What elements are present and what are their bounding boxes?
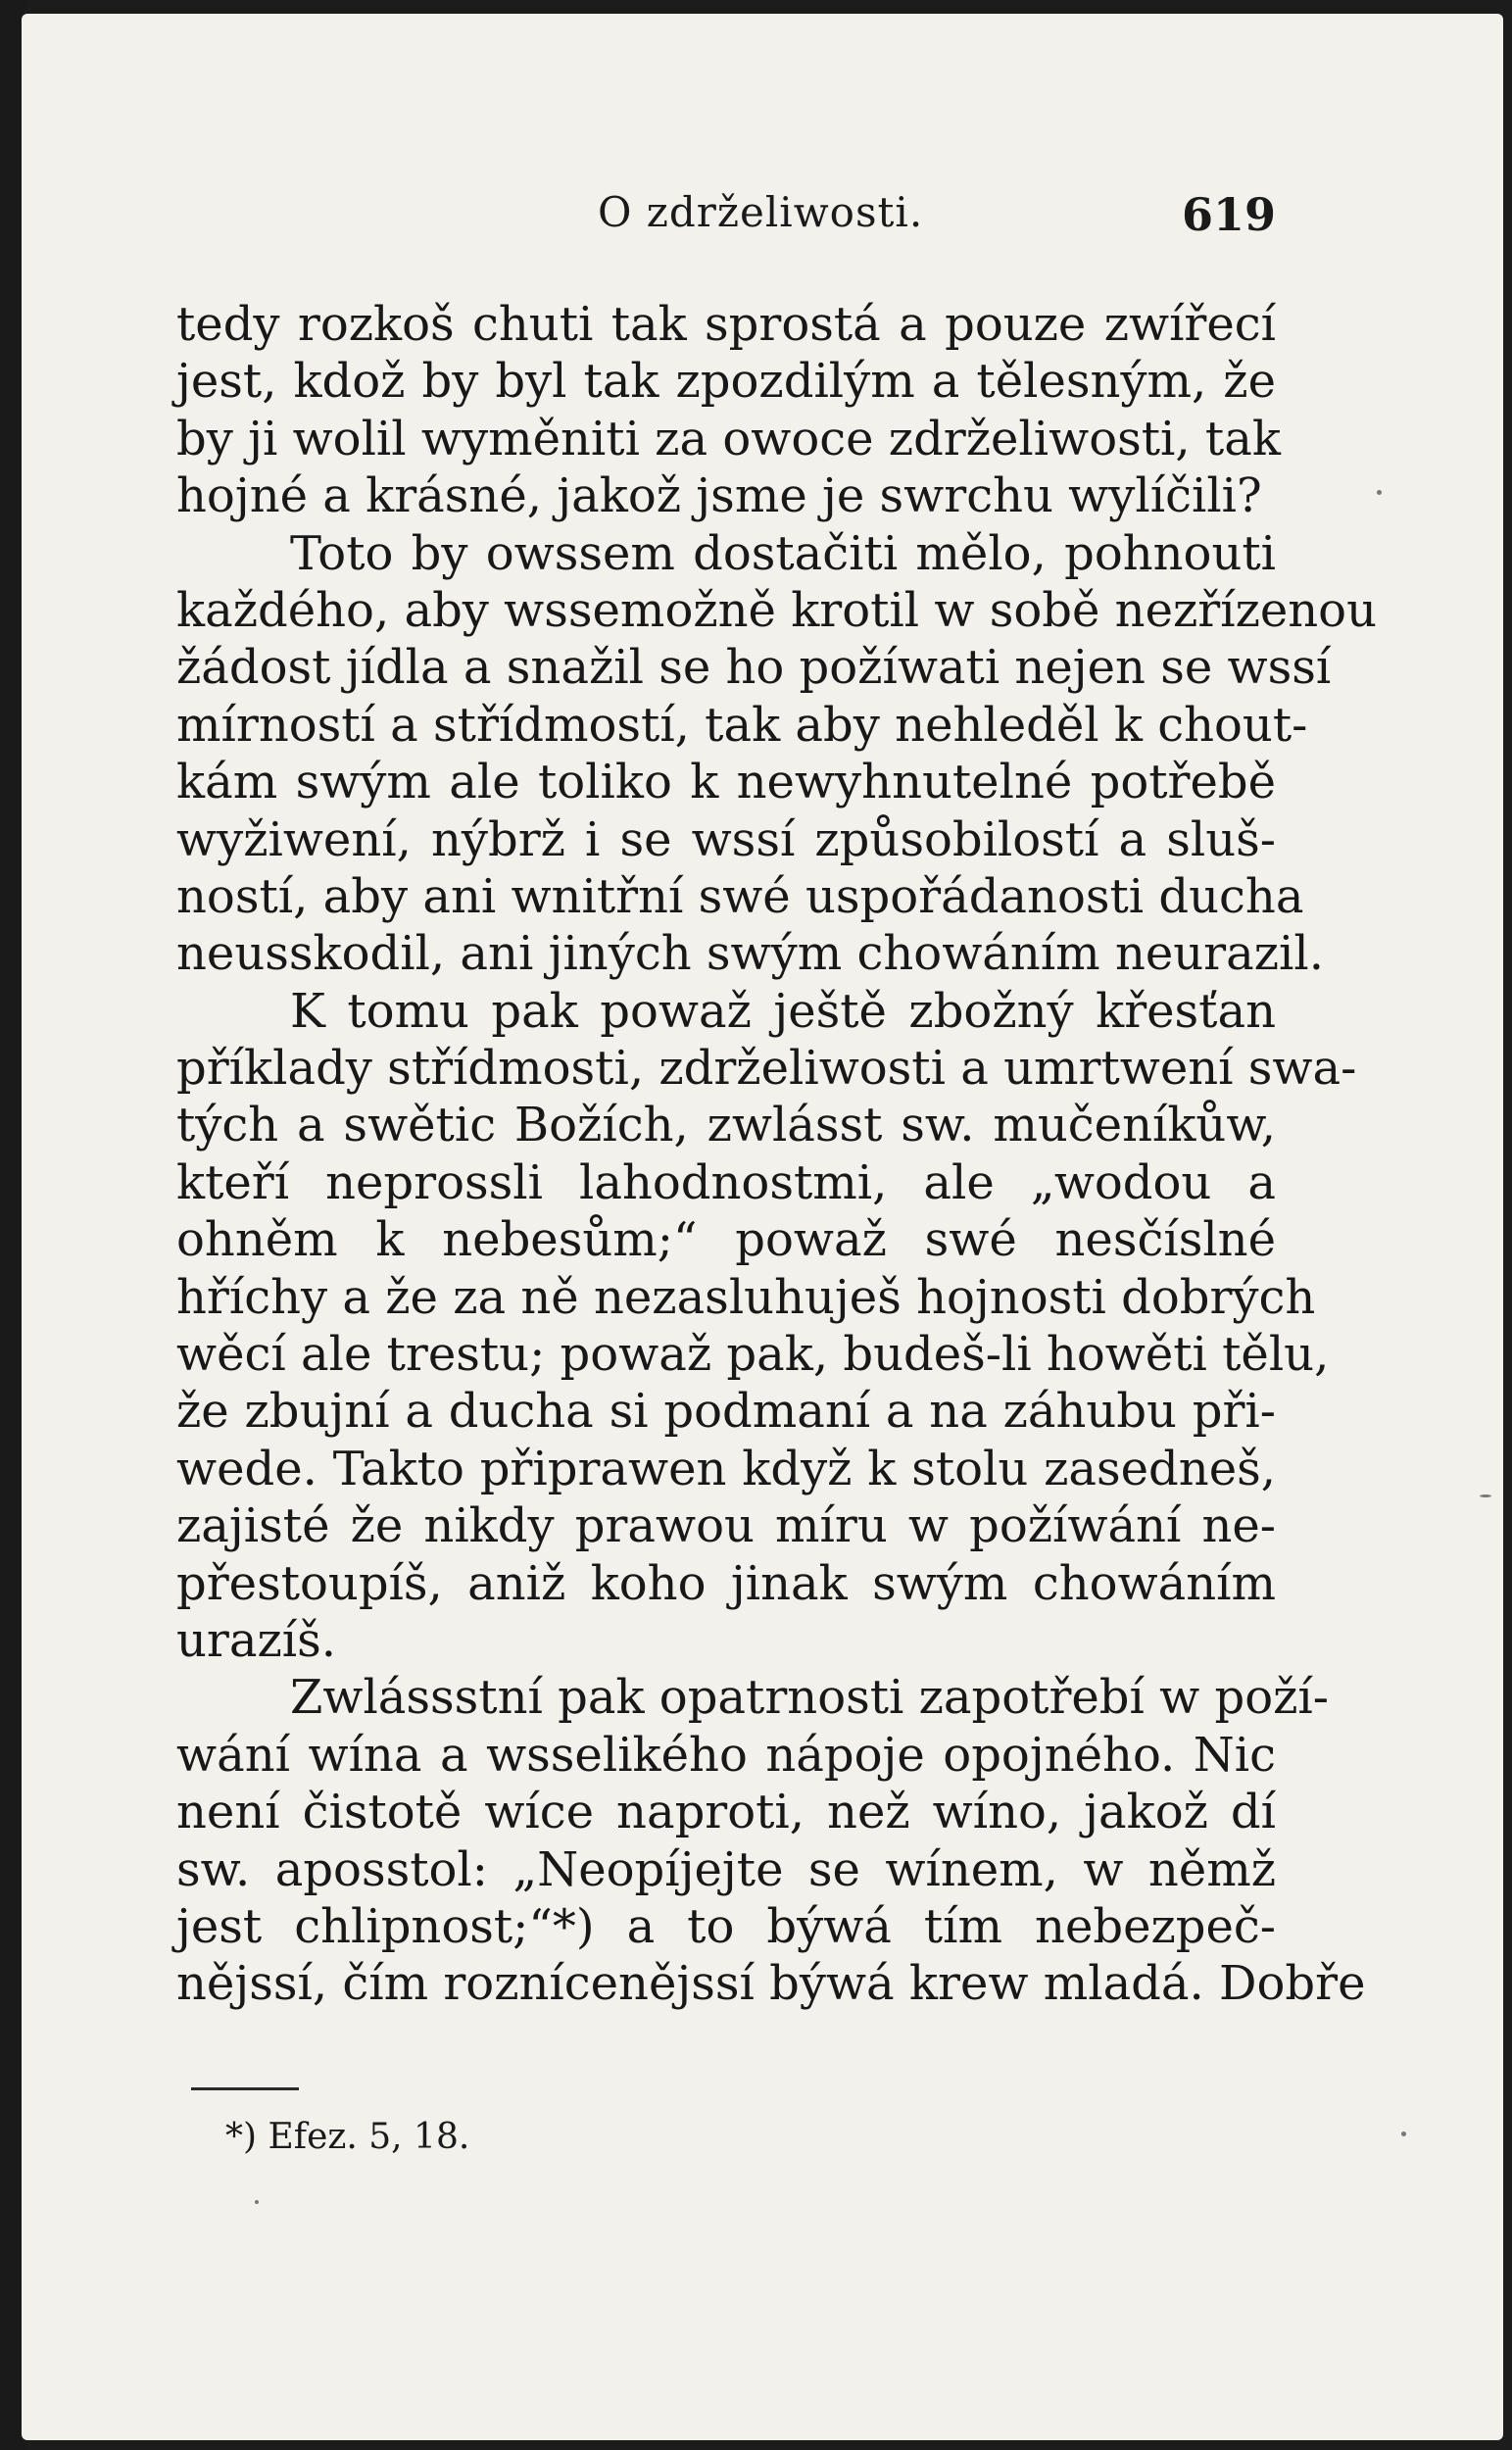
text-line: není čistotě wíce naproti, než wíno, jakož dí — [176, 1785, 1276, 1840]
paper-speck — [1401, 2132, 1406, 2136]
page-header — [176, 188, 1276, 247]
footnote: *) Efez. 5, 18. — [225, 2117, 470, 2157]
text-line: ohněm k nebesům;“ powaž swé nesčíslné — [176, 1212, 1276, 1268]
text-line: kám swým ale toliko k newyhnutelné potřebě — [176, 755, 1276, 810]
text-line: wede. Takto připrawen když k stolu zasedneš, — [176, 1441, 1276, 1496]
paper-speck — [255, 2200, 259, 2204]
text-line: zajisté že nikdy prawou míru w požíwání ne- — [176, 1498, 1276, 1554]
body-text — [176, 296, 1377, 2013]
text-line: neusskodil, ani jiných swým chowáním neurazil. — [176, 926, 1324, 982]
text-line: hříchy a že za ně nezasluhuješ hojnosti dobrých — [176, 1269, 1316, 1325]
text-line: by ji wolil wyměniti za owoce zdrželiwosti, tak — [176, 411, 1281, 466]
text-line: přestoupíš, aniž koho jinak swým chowáním — [176, 1555, 1276, 1611]
text-line: tých a swětic Božích, zwlásst sw. mučeníkůw, — [176, 1098, 1276, 1153]
text-line: Zwlássstní pak opatrnosti zapotřebí w poží- — [290, 1670, 1329, 1726]
text-line: Toto by owssem dostačiti mělo, pohnouti — [290, 525, 1276, 581]
text-line: hojné a krásné, jakož jsme je swrchu wylíčili? — [176, 468, 1262, 524]
text-line: ností, aby ani wnitřní swé uspořádanosti ducha — [176, 868, 1304, 924]
text-line: tedy rozkoš chuti tak sprostá a pouze zwířecí — [176, 297, 1276, 352]
text-line: jest chlipnost;“*) a to býwá tím nebezpeč- — [176, 1898, 1276, 1954]
text-line: každého, aby wssemožně krotil w sobě nezřízenou — [176, 582, 1377, 638]
text-line: nějssí, čím roznícenějssí býwá krew mladá. Dobře — [176, 1956, 1366, 2012]
page-number: 619 — [1181, 188, 1276, 241]
text-line: žádost jídla a snažil se ho požíwati nejen se wssí — [176, 640, 1332, 696]
footnote-divider — [191, 2087, 299, 2090]
text-line: urazíš. — [176, 1612, 337, 1668]
running-head: O zdrželiwosti. — [598, 188, 924, 236]
text-line: wyžiwení, nýbrž i se wssí způsobilostí a sluš- — [176, 811, 1276, 867]
paper-speck — [1377, 490, 1382, 495]
text-line: sw. aposstol: „Neopíjejte se wínem, w němž — [176, 1841, 1276, 1897]
text-line: mírností a střídmostí, tak aby nehleděl k chout- — [176, 697, 1308, 753]
text-line: příklady střídmosti, zdrželiwosti a umrtwení swa- — [176, 1041, 1357, 1097]
text-line: že zbujní a ducha si podmaní a na záhubu při- — [176, 1384, 1276, 1440]
text-line: jest, kdož by byl tak zpozdilým a tělesným, že — [176, 354, 1276, 410]
text-line: K tomu pak powaž ještě zbožný křesťan — [290, 983, 1276, 1039]
text-line: kteří neprossli lahodnostmi, ale „wodou a — [176, 1154, 1276, 1210]
text-line: wěcí ale trestu; powaž pak, budeš-li howěti tělu, — [176, 1327, 1330, 1383]
paper-speck — [1480, 1494, 1491, 1497]
text-line: wání wína a wsselikého nápoje opojného. Nic — [176, 1727, 1276, 1783]
